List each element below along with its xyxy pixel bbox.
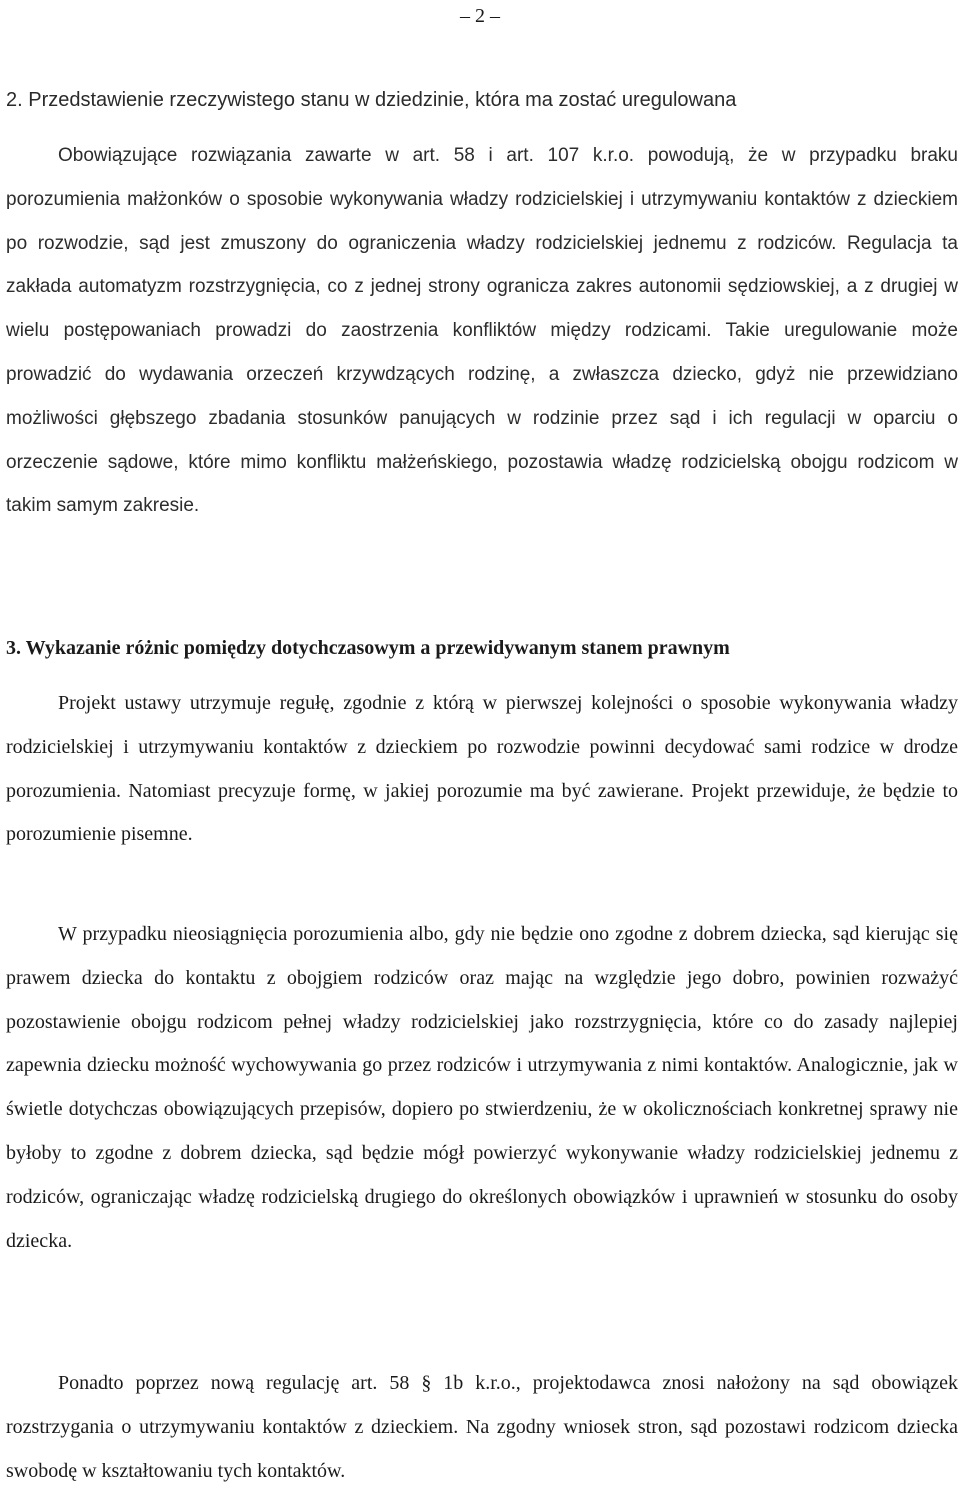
- section-2-heading: 2. Przedstawienie rzeczywistego stanu w dziedzinie, która ma zostać uregulowana: [6, 89, 737, 111]
- section-3-paragraph-3: Ponadto poprzez nową regulację art. 58 § 1b k.r.o., projektodawca znosi nałożony na sąd obowiązek rozstrzygania o utrzymywaniu kontaktów z dzieckiem. Na zgodny wniosek stron, sąd pozostawi rodzicom dziecka swobodę w kształtowaniu tych kontaktów.: [6, 1372, 958, 1482]
- section-3-paragraph-1: Projekt ustawy utrzymuje regułę, zgodnie z którą w pierwszej kolejności o sposobie wykonywania władzy rodzicielskiej i utrzymywaniu kontaktów z dzieckiem po rozwodzie powinni decydować sami rodzice w drodze porozumienia. Natomiast precyzuje formę, w jakiej porozumie ma być zawierane. Projekt przewiduje, że będzie to porozumienie pisemne.: [6, 692, 958, 846]
- section-2-paragraph: Obowiązujące rozwiązania zawarte w art. 58 i art. 107 k.r.o. powodują, że w przypadku braku porozumienia małżonków o sposobie wykonywania władzy rodzicielskiej i utrzymywaniu kontaktów z dzieckiem po rozwodzie, sąd jest zmuszony do ograniczenia władzy rodzicielskiej jednemu z rodziców. Regulacja ta zakłada automatyzm rozstrzygnięcia, co z jednej strony ogranicza zakres autonomii sędziowskiej, a z drugiej w wielu postępowaniach prowadzi do zaostrzenia konfliktów między rodzicami. Takie uregulowanie może prowadzić do wydawania orzeczeń krzywdzących rodzinę, a zwłaszcza dziecko, gdyż nie przewidziano możliwości głębszego zbadania stosunków panujących w rodzinie przez sąd i ich regulacji w oparciu o orzeczenie sądowe, które mimo konfliktu małżeńskiego, pozostawia władzę rodzicielską obojgu rodzicom w takim samym zakresie.: [6, 145, 958, 517]
- page-number: – 2 –: [460, 5, 500, 27]
- section-3-paragraph-2: W przypadku nieosiągnięcia porozumienia albo, gdy nie będzie ono zgodne z dobrem dziecka, sąd kierując się prawem dziecka do kontaktu z obojgiem rodziców oraz mając na względzie jego dobro, powinien rozważyć pozostawienie obojgu rodzicom pełnej władzy rodzicielskiej jako rozstrzygnięcia, które co do zasady najlepiej zapewnia dziecku możność wychowywania go przez rodziców i utrzymywania z nimi kontaktów. Analogicznie, jak w świetle dotychczas obowiązujących przepisów, dopiero po stwierdzeniu, że w okolicznościach konkretnej sprawy nie byłoby to zgodne z dobrem dziecka, sąd będzie mógł powierzyć wykonywanie władzy rodzicielskiej jednemu z rodziców, ograniczając władzę rodzicielską drugiego do określonych obowiązków i uprawnień w stosunku do osoby dziecka.: [6, 923, 958, 1252]
- section-3-heading: 3. Wykazanie różnic pomiędzy dotychczasowym a przewidywanym stanem prawnym: [6, 637, 730, 659]
